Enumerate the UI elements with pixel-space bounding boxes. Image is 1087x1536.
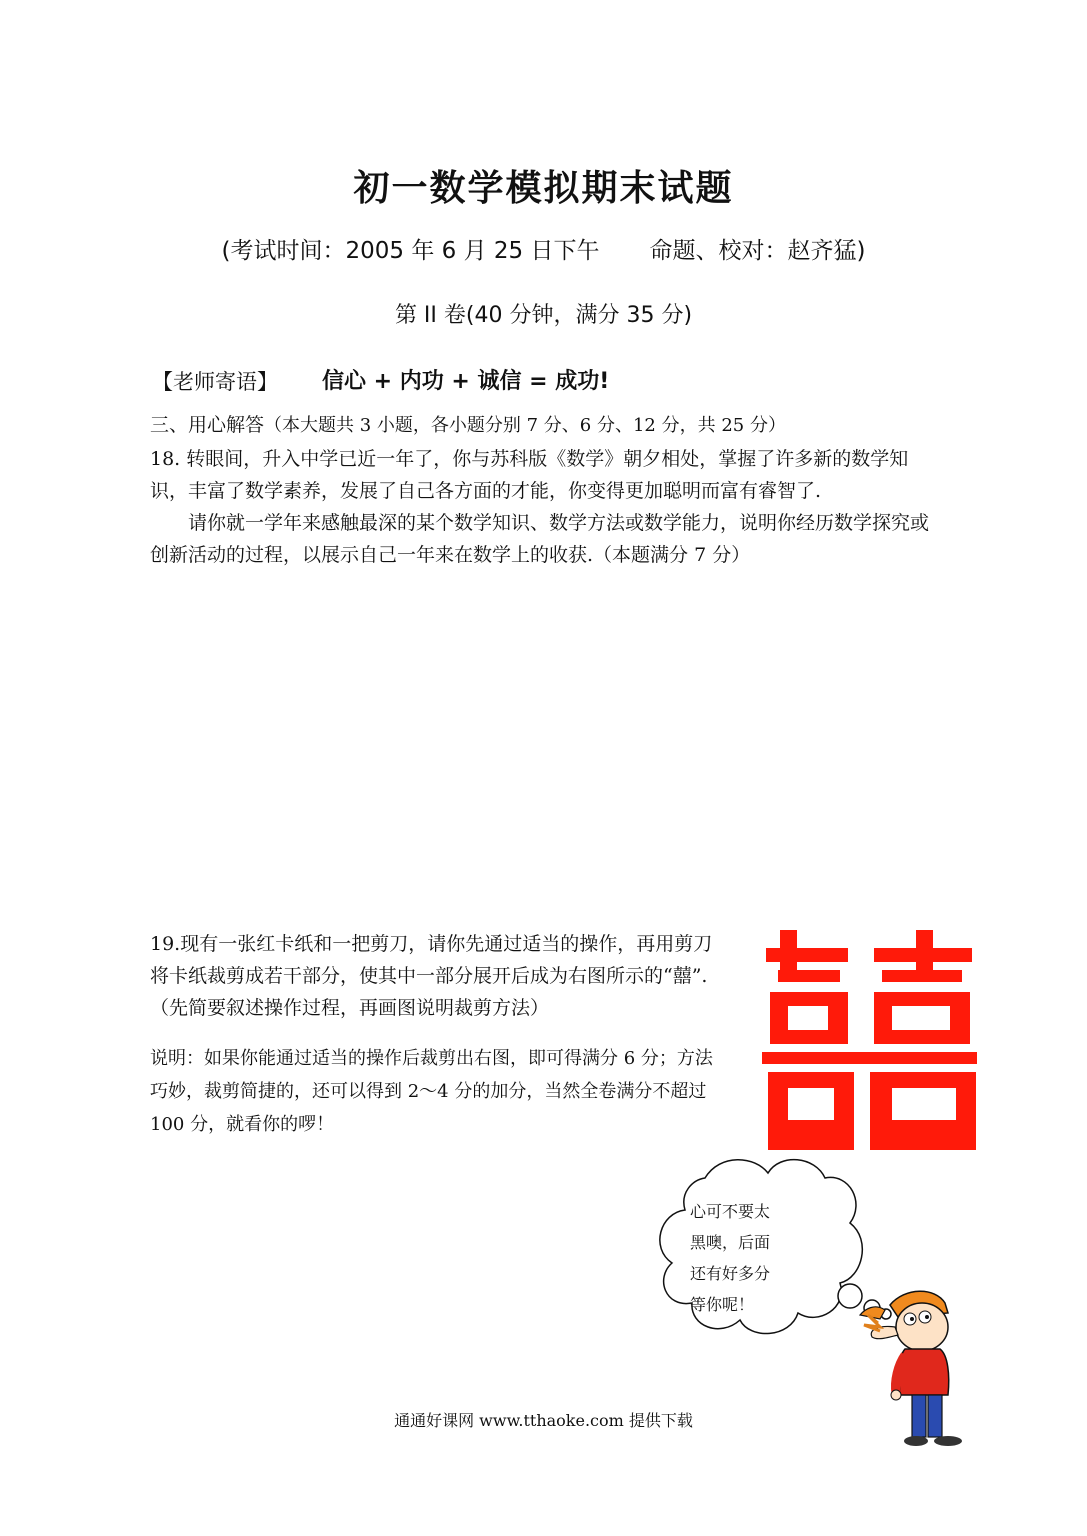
section-heading	[150, 410, 786, 437]
question-19-text: 19.现有一张红卡纸和一把剪刀，请你先通过适当的操作，再用剪刀将卡纸裁剪成若干部分，使其中一部分展开后成为右图所示的“囍”.（先简要叙述操作过程，再画图说明裁剪方法）	[150, 933, 713, 1019]
section-heading-note: （本大题共 3 小题，各小题分别 7 分、6 分、12 分，共 25 分）	[264, 415, 786, 436]
bubble-line: 还有好多分	[690, 1264, 771, 1283]
section-heading-title: 三、用心解答	[150, 414, 265, 436]
question-18	[150, 443, 940, 571]
question-18-task: 请你就一学年来感触最深的某个数学知识、数学方法或数学能力，说明你经历数学探究或创新活动的过程，以展示自己一年来在数学上的收获.（本题满分 7 分）	[150, 512, 930, 566]
footer-credit: 通通好课网 www.tthaoke.com 提供下载	[394, 1411, 693, 1430]
bubble-line: 等你呢！	[690, 1295, 755, 1314]
question-18-intro: 18. 转眼间，升入中学已近一年了，你与苏科版《数学》朝夕相处，掌握了许多新的数学知识，丰富了数学素养，发展了自己各方面的才能，你变得更加聪明而富有睿智了.	[150, 448, 909, 502]
bubble-line: 黑噢，后面	[690, 1233, 771, 1252]
motto-text: 信心 + 内功 + 诚信 = 成功!	[322, 369, 610, 394]
motto-label: 【老师寄语】	[152, 370, 278, 394]
exam-author: 命题、校对：赵齐猛)	[649, 238, 866, 264]
volume-info: 第 II 卷(40 分钟，满分 35 分)	[394, 303, 693, 328]
question-19-note	[150, 1042, 720, 1141]
question-19	[150, 928, 720, 1024]
bubble-line: 心可不要太	[690, 1202, 771, 1221]
exam-time: (考试时间：2005 年 6 月 25 日下午	[221, 238, 600, 264]
note-label: 说明：	[150, 1048, 204, 1069]
bubble-text	[690, 1196, 820, 1320]
note-text: 如果你能通过适当的操作后裁剪出右图，即可得满分 6 分；方法巧妙，裁剪简捷的，还可以得到 2～4 分的加分，当然全卷满分不超过 100 分，就看你的啰！	[150, 1048, 713, 1135]
page-title: 初一数学模拟期末试题	[353, 168, 734, 209]
double-happiness-icon	[762, 930, 977, 1150]
exam-info	[0, 232, 1087, 265]
